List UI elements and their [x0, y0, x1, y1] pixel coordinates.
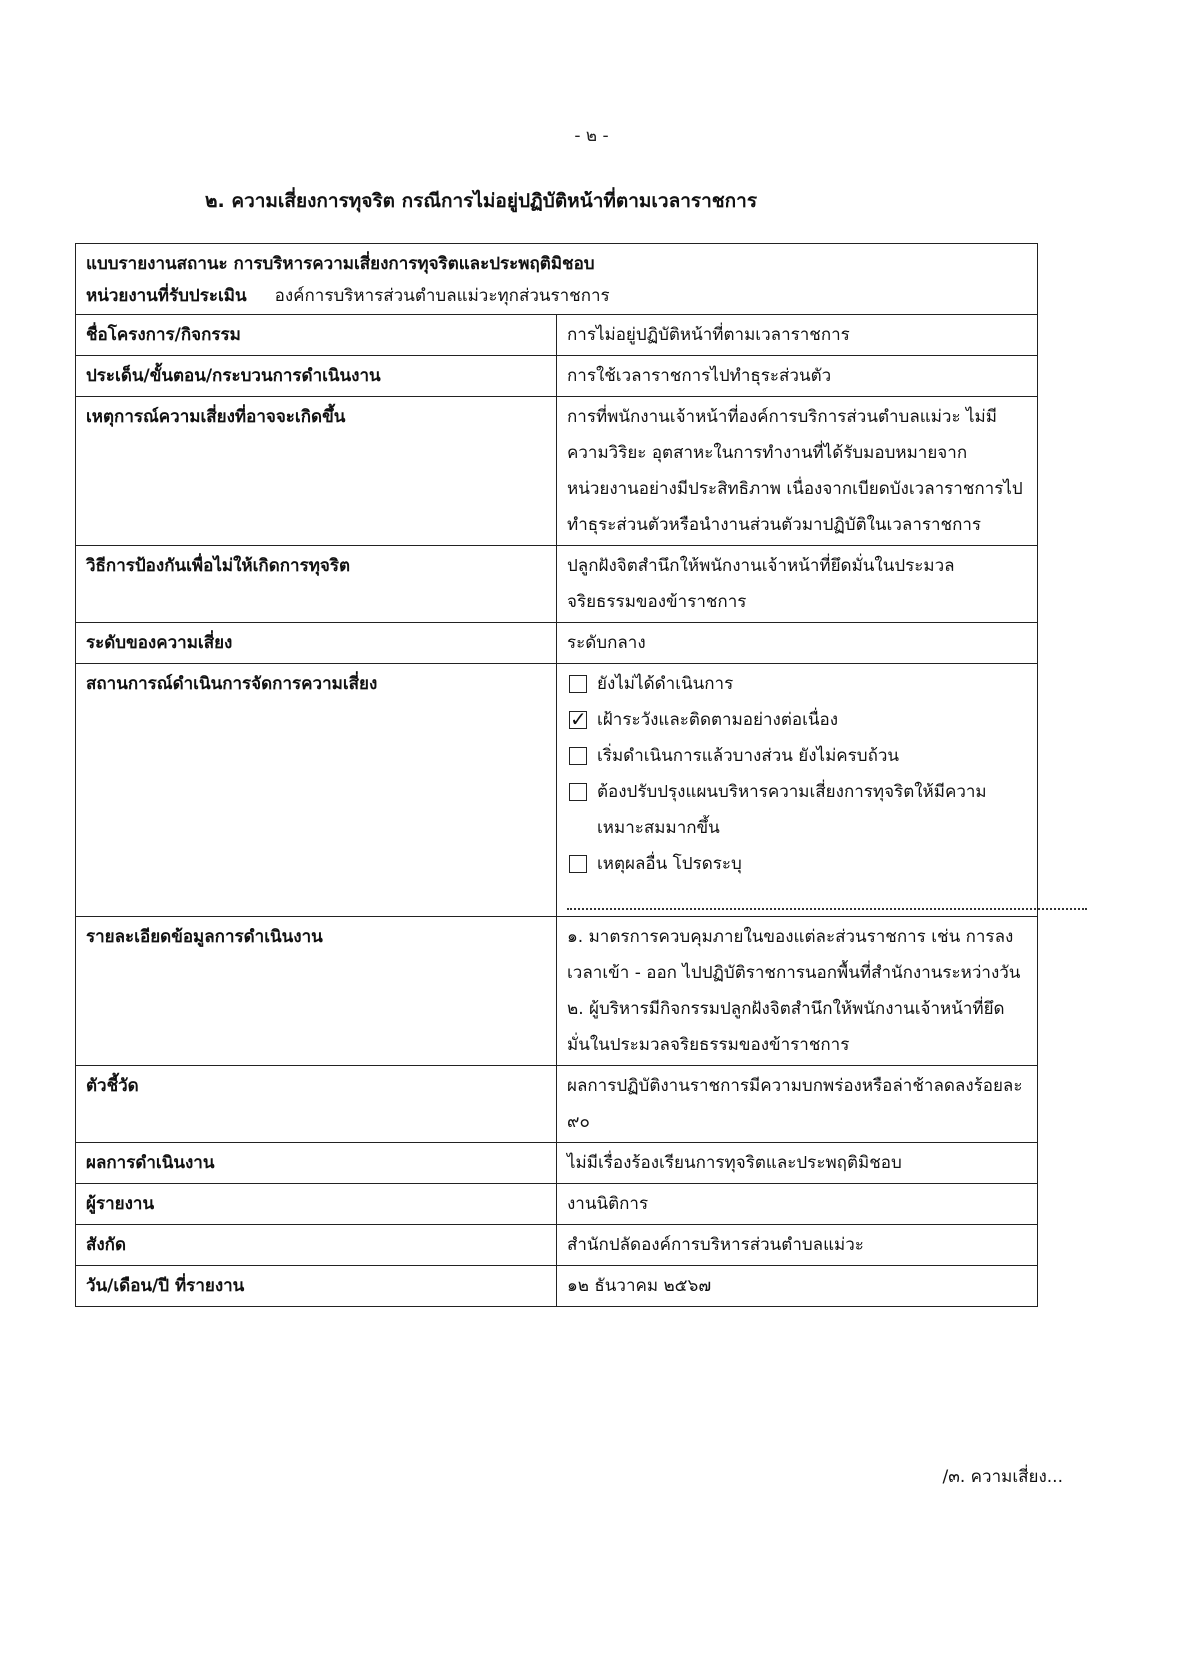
org-label: หน่วยงานที่รับประเมิน: [86, 286, 247, 306]
org-row: [86, 280, 1029, 312]
affiliation-label: สังกัด: [76, 1225, 557, 1266]
prevention-label: วิธีการป้องกันเพื่อไม่ให้เกิดการทุจริต: [76, 546, 557, 623]
risk-report-table: [75, 243, 1038, 1307]
risk-event-line: การที่พนักงานเจ้าหน้าที่องค์การบริการส่วนตำบลแม่วะ ไม่มี: [567, 407, 997, 427]
status-option-not-started: [567, 666, 1029, 702]
details-value: [557, 917, 1038, 1066]
table-row: [76, 1184, 1038, 1225]
status-option-other: [567, 846, 1029, 882]
form-title: แบบรายงานสถานะ การบริหารความเสี่ยงการทุจริตและประพฤติมิชอบ: [86, 254, 595, 274]
checkbox-icon: [569, 747, 587, 765]
table-row: [76, 356, 1038, 397]
table-header-row: [76, 244, 1038, 315]
prevention-line: จริยธรรมของข้าราชการ: [567, 592, 747, 612]
status-option-improve-plan: [567, 774, 1029, 846]
risk-event-label: เหตุการณ์ความเสี่ยงที่อาจจะเกิดขึ้น: [76, 397, 557, 546]
prevention-value: [557, 546, 1038, 623]
reporter-value: งานนิติการ: [557, 1184, 1038, 1225]
risk-event-line: หน่วยงานอย่างมีประสิทธิภาพ เนื่องจากเบียดบังเวลาราชการไป: [567, 479, 1023, 499]
page-number: - ๒ -: [574, 126, 609, 146]
risk-level-value: ระดับกลาง: [557, 623, 1038, 664]
status-label: สถานการณ์ดำเนินการจัดการความเสี่ยง: [76, 664, 557, 917]
details-label: รายละเอียดข้อมูลการดำเนินงาน: [76, 917, 557, 1066]
status-option-text: ยังไม่ได้ดำเนินการ: [597, 674, 734, 694]
indicator-label: ตัวชี้วัด: [76, 1066, 557, 1143]
status-options: [557, 664, 1038, 917]
prevention-line: ปลูกฝังจิตสำนึกให้พนักงานเจ้าหน้าที่ยึดมั่นในประมวล: [567, 556, 955, 576]
table-row: [76, 917, 1038, 1066]
section-heading: ๒. ความเสี่ยงการทุจริต กรณีการไม่อยู่ปฏิบัติหน้าที่ตามเวลาราชการ: [205, 190, 758, 212]
project-label: ชื่อโครงการ/กิจกรรม: [76, 315, 557, 356]
status-option-monitoring: [567, 702, 1029, 738]
result-label: ผลการดำเนินงาน: [76, 1143, 557, 1184]
details-line: เวลาเข้า - ออก ไปปฏิบัติราชการนอกพื้นที่สำนักงานระหว่างวัน: [567, 963, 1021, 983]
issue-value: การใช้เวลาราชการไปทำธุระส่วนตัว: [557, 356, 1038, 397]
org-value: องค์การบริหารส่วนตำบลแม่วะทุกส่วนราชการ: [274, 286, 610, 306]
risk-event-line: ทำธุระส่วนตัวหรือนำงานส่วนตัวมาปฏิบัติในเวลาราชการ: [567, 515, 982, 535]
table-header-cell: [76, 244, 1038, 315]
status-option-line: เหมาะสมมากขึ้น: [597, 818, 720, 838]
indicator-line: ๙๐: [567, 1112, 590, 1132]
risk-event-line: ความวิริยะ อุตสาหะในการทำงานที่ได้รับมอบหมายจาก: [567, 443, 968, 463]
issue-label: ประเด็น/ขั้นตอน/กระบวนการดำเนินงาน: [76, 356, 557, 397]
report-date-value: ๑๒ ธันวาคม ๒๕๖๗: [557, 1266, 1038, 1307]
table-row: [76, 1143, 1038, 1184]
table-row: [76, 1066, 1038, 1143]
reporter-label: ผู้รายงาน: [76, 1184, 557, 1225]
table-row: [76, 1266, 1038, 1307]
details-line: ๑. มาตรการควบคุมภายในของแต่ละส่วนราชการ เช่น การลง: [567, 927, 1014, 947]
table-row: [76, 315, 1038, 356]
continuation-note: /๓. ความเสี่ยง...: [942, 1467, 1063, 1487]
risk-event-value: [557, 397, 1038, 546]
project-value: การไม่อยู่ปฏิบัติหน้าที่ตามเวลาราชการ: [557, 315, 1038, 356]
details-line: มั่นในประมวลจริยธรรมของข้าราชการ: [567, 1035, 850, 1055]
status-option-text: เริ่มดำเนินการแล้วบางส่วน ยังไม่ครบถ้วน: [597, 746, 900, 766]
checked-checkbox-icon: ✓: [570, 707, 587, 731]
table-row: [76, 664, 1038, 917]
table-row: [76, 397, 1038, 546]
status-option-text: เหตุผลอื่น โปรดระบุ: [597, 854, 742, 874]
status-list: [567, 666, 1029, 882]
affiliation-value: สำนักปลัดองค์การบริหารส่วนตำบลแม่วะ: [557, 1225, 1038, 1266]
table-row: [76, 546, 1038, 623]
report-date-label: วัน/เดือน/ปี ที่รายงาน: [76, 1266, 557, 1307]
status-option-text: [597, 774, 1029, 846]
table-row: [76, 1225, 1038, 1266]
checkbox-icon: [569, 855, 587, 873]
status-option-text: เฝ้าระวังและติดตามอย่างต่อเนื่อง: [597, 710, 839, 730]
indicator-line: ผลการปฏิบัติงานราชการมีความบกพร่องหรือล่าช้าลดลงร้อยละ: [567, 1076, 1023, 1096]
other-reason-dotted-line: [567, 886, 1087, 910]
checkbox-icon: [569, 675, 587, 693]
indicator-value: [557, 1066, 1038, 1143]
result-value: ไม่มีเรื่องร้องเรียนการทุจริตและประพฤติมิชอบ: [557, 1143, 1038, 1184]
details-line: ๒. ผู้บริหารมีกิจกรรมปลูกฝังจิตสำนึกให้พนักงานเจ้าหน้าที่ยึด: [567, 999, 1005, 1019]
table-row: [76, 623, 1038, 664]
checkbox-icon: [569, 783, 587, 801]
status-option-line: ต้องปรับปรุงแผนบริหารความเสี่ยงการทุจริตให้มีความ: [597, 782, 987, 802]
risk-level-label: ระดับของความเสี่ยง: [76, 623, 557, 664]
status-option-partial: [567, 738, 1029, 774]
